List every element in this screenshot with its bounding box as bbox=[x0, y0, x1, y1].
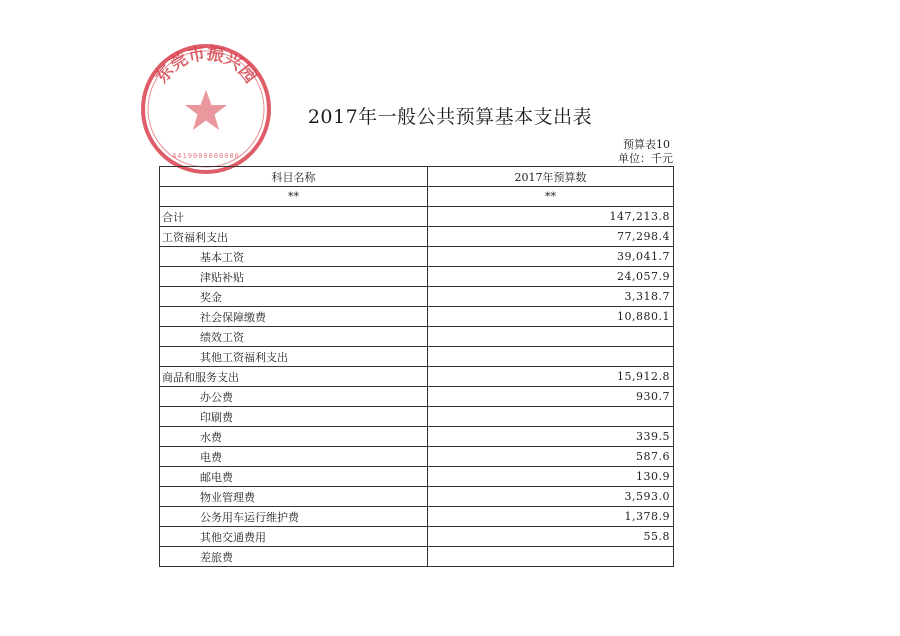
subject-name-cell: 水费 bbox=[160, 427, 428, 447]
table-row bbox=[160, 227, 674, 247]
budget-value-cell: 3,318.7 bbox=[428, 287, 674, 307]
table-row bbox=[160, 487, 674, 507]
table-row bbox=[160, 527, 674, 547]
budget-value-cell: 930.7 bbox=[428, 387, 674, 407]
table-row bbox=[160, 467, 674, 487]
budget-value-cell bbox=[428, 327, 674, 347]
subject-name-cell: 津贴补贴 bbox=[160, 267, 428, 287]
subject-name-cell: 合计 bbox=[160, 207, 428, 227]
marker-cell: ** bbox=[428, 187, 674, 207]
budget-value-cell: 15,912.8 bbox=[428, 367, 674, 387]
page-title: 2017年一般公共预算基本支出表 bbox=[307, 106, 593, 128]
budget-value-cell: 77,298.4 bbox=[428, 227, 674, 247]
subject-name-cell: 商品和服务支出 bbox=[160, 367, 428, 387]
table-row bbox=[160, 267, 674, 287]
seal-text: 东莞市振兴园 bbox=[151, 43, 261, 88]
budget-value-cell: 339.5 bbox=[428, 427, 674, 447]
table-marker-row bbox=[160, 187, 674, 207]
form-number: 预算表10 bbox=[623, 138, 670, 151]
table-row bbox=[160, 507, 674, 527]
subject-name-cell: 邮电费 bbox=[160, 467, 428, 487]
subject-name-cell: 奖金 bbox=[160, 287, 428, 307]
subject-name-cell: 绩效工资 bbox=[160, 327, 428, 347]
marker-cell: ** bbox=[160, 187, 428, 207]
subject-name-cell: 基本工资 bbox=[160, 247, 428, 267]
table-row bbox=[160, 307, 674, 327]
unit-label: 单位：千元 bbox=[618, 152, 673, 165]
subject-name-cell: 物业管理费 bbox=[160, 487, 428, 507]
table-row bbox=[160, 447, 674, 467]
budget-value-cell: 24,057.9 bbox=[428, 267, 674, 287]
budget-value-cell: 55.8 bbox=[428, 527, 674, 547]
table-row bbox=[160, 547, 674, 567]
table-row bbox=[160, 287, 674, 307]
budget-value-cell: 1,378.9 bbox=[428, 507, 674, 527]
column-header-budget: 2017年预算数 bbox=[428, 167, 674, 187]
table-row bbox=[160, 387, 674, 407]
budget-value-cell: 10,880.1 bbox=[428, 307, 674, 327]
budget-value-cell: 147,213.8 bbox=[428, 207, 674, 227]
budget-value-cell bbox=[428, 407, 674, 427]
red-official-seal bbox=[139, 42, 273, 176]
table-row bbox=[160, 327, 674, 347]
seal-graphic bbox=[139, 42, 273, 176]
budget-value-cell: 3,593.0 bbox=[428, 487, 674, 507]
subject-name-cell: 其他交通费用 bbox=[160, 527, 428, 547]
subject-name-cell: 其他工资福利支出 bbox=[160, 347, 428, 367]
subject-name-cell: 办公费 bbox=[160, 387, 428, 407]
seal-star-icon bbox=[185, 90, 227, 130]
subject-name-cell: 电费 bbox=[160, 447, 428, 467]
table-header-row bbox=[160, 167, 674, 187]
table-row bbox=[160, 407, 674, 427]
budget-value-cell bbox=[428, 347, 674, 367]
table-row bbox=[160, 347, 674, 367]
table-row bbox=[160, 427, 674, 447]
column-header-subject: 科目名称 bbox=[160, 167, 428, 187]
subject-name-cell: 社会保障缴费 bbox=[160, 307, 428, 327]
budget-value-cell bbox=[428, 547, 674, 567]
budget-value-cell: 130.9 bbox=[428, 467, 674, 487]
subject-name-cell: 公务用车运行维护费 bbox=[160, 507, 428, 527]
table-row bbox=[160, 247, 674, 267]
table-row bbox=[160, 367, 674, 387]
table-row bbox=[160, 207, 674, 227]
budget-value-cell: 587.6 bbox=[428, 447, 674, 467]
subject-name-cell: 工资福利支出 bbox=[160, 227, 428, 247]
subject-name-cell: 差旅费 bbox=[160, 547, 428, 567]
budget-value-cell: 39,041.7 bbox=[428, 247, 674, 267]
table-body bbox=[160, 207, 674, 567]
budget-table bbox=[159, 166, 674, 567]
subject-name-cell: 印刷费 bbox=[160, 407, 428, 427]
svg-text:4419000000000: 4419000000000 bbox=[172, 152, 240, 160]
